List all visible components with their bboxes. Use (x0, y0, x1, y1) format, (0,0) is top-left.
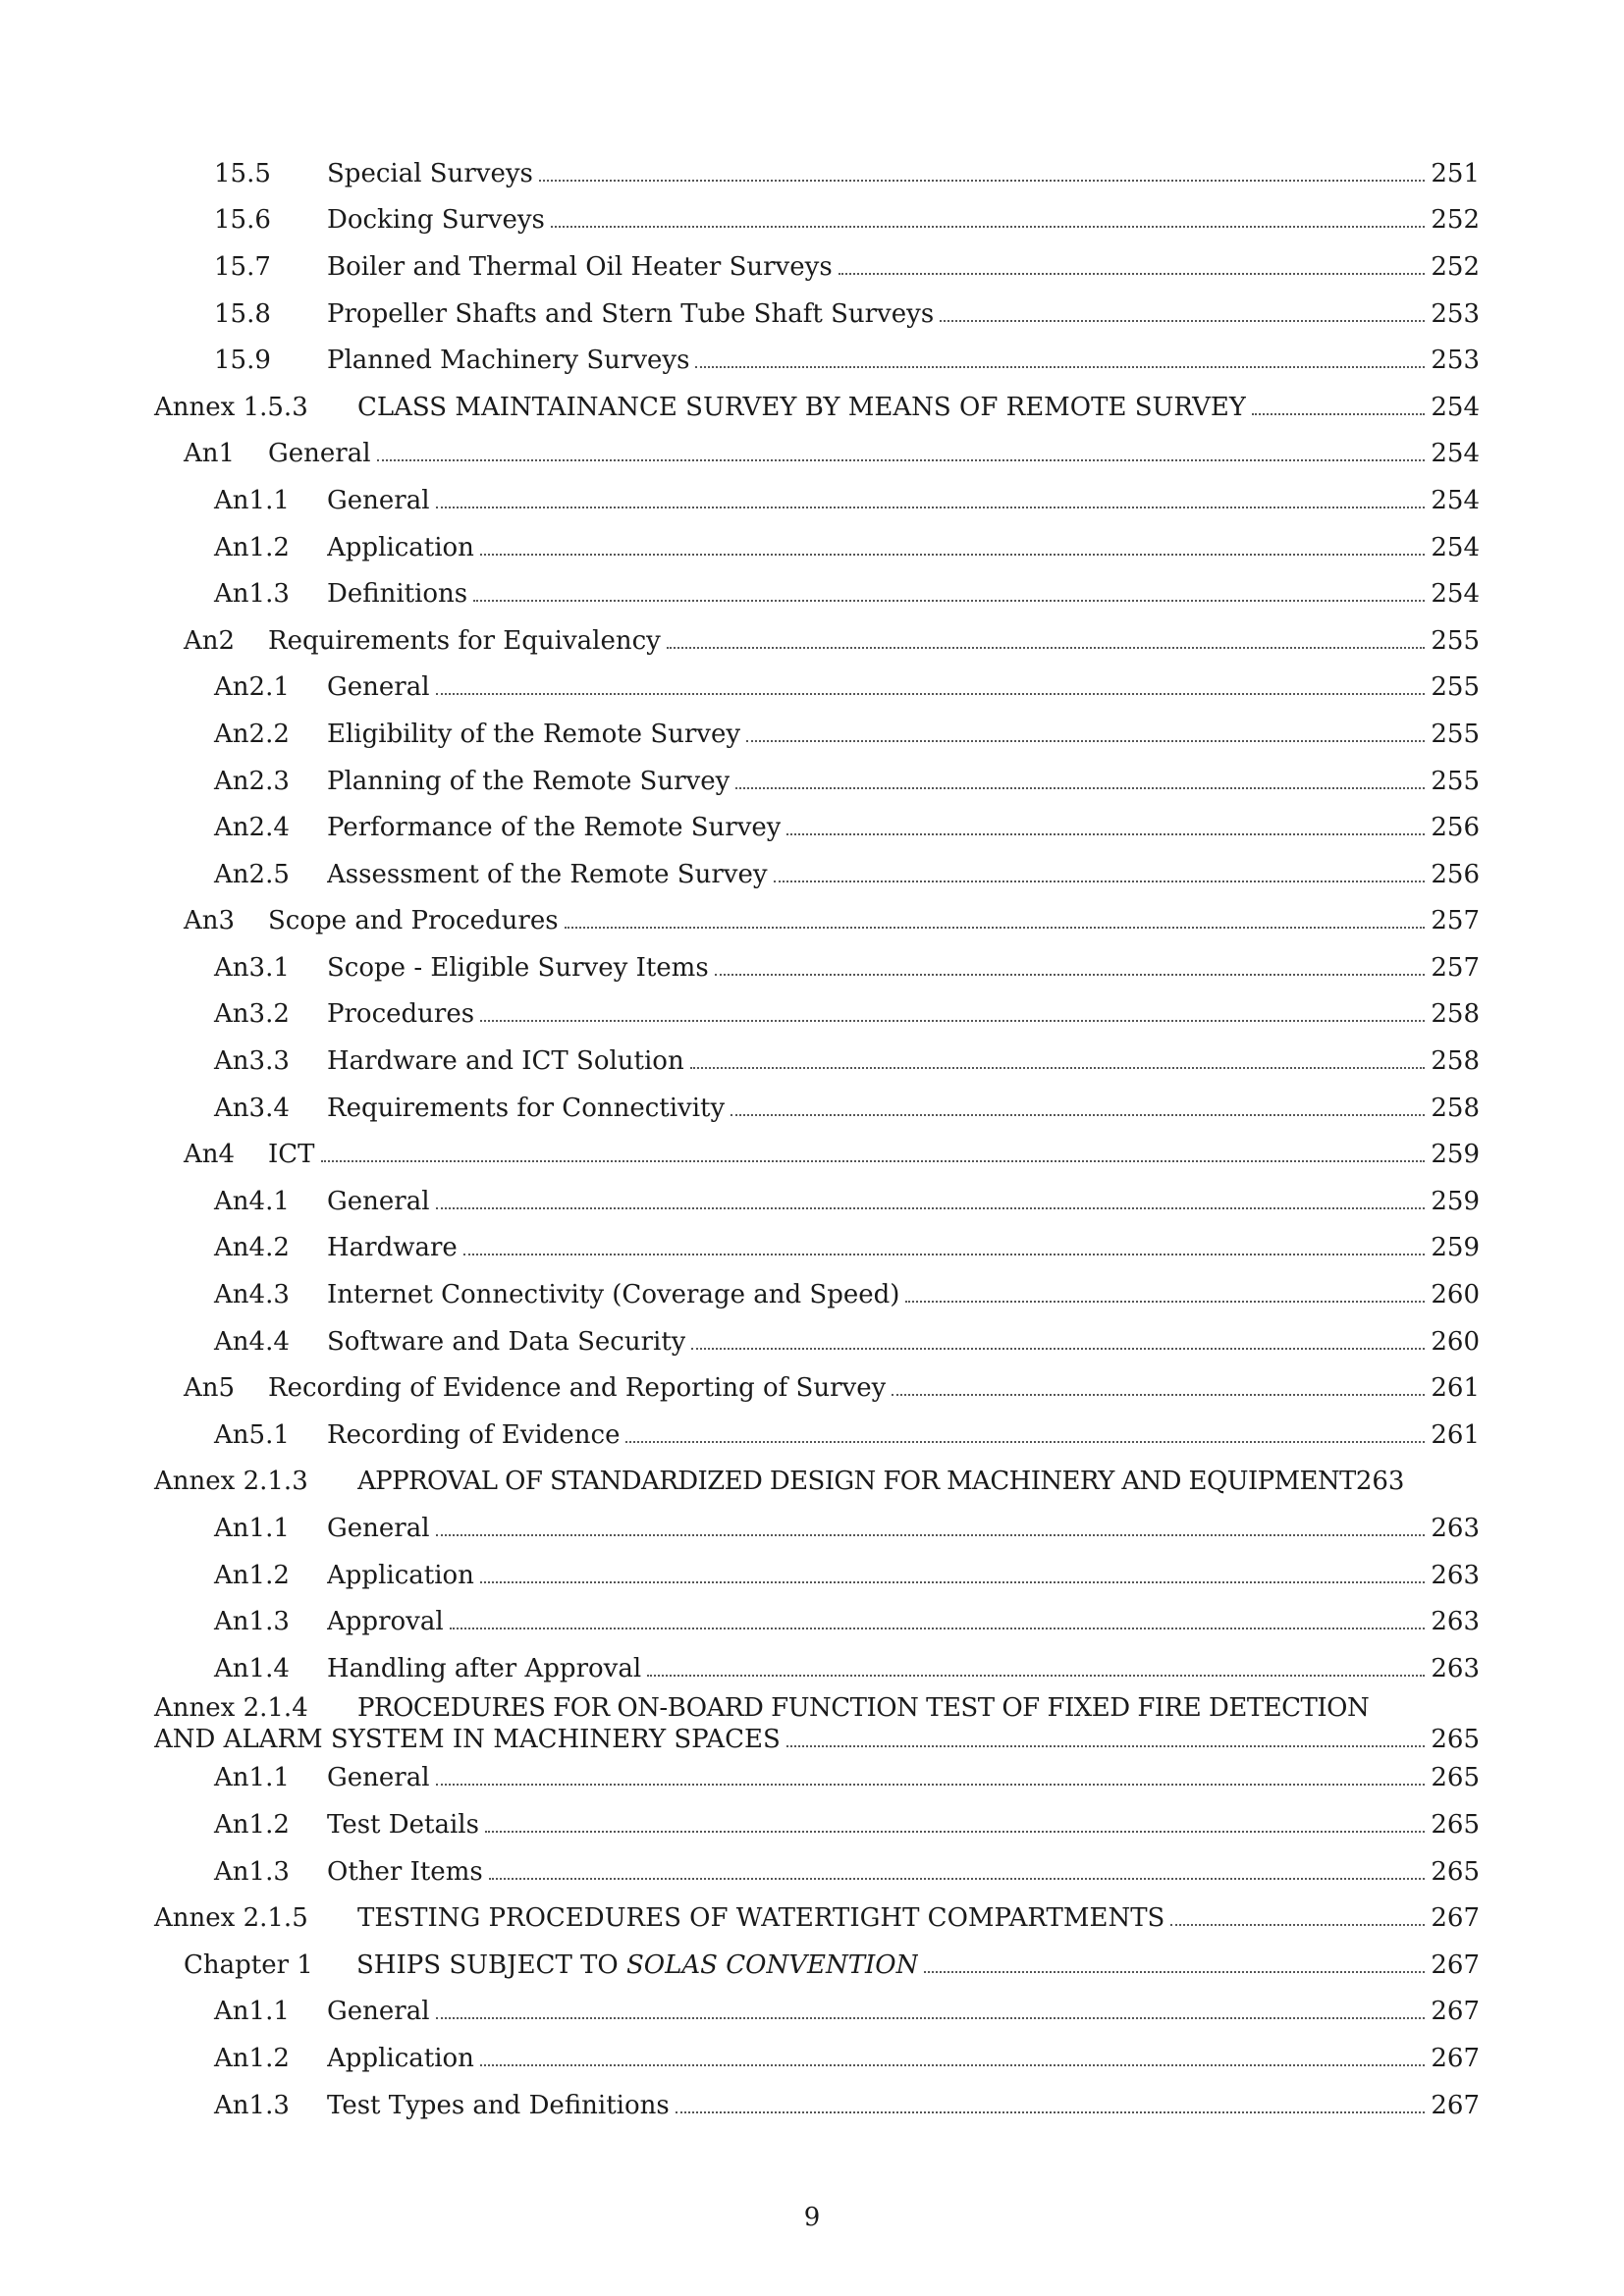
dot-leader (647, 1675, 1425, 1677)
toc-title: Special Surveys (327, 158, 533, 188)
toc-title: Scope - Eligible Survey Items (327, 952, 709, 983)
dot-leader (480, 2064, 1425, 2066)
toc-entry[interactable] (154, 617, 1480, 665)
toc-entry[interactable] (154, 197, 1480, 244)
toc-title: Assessment of the Remote Survey (327, 859, 768, 889)
toc-entry[interactable] (154, 944, 1480, 991)
toc-page: 267 (1431, 2090, 1480, 2120)
toc-page: 254 (1431, 439, 1480, 469)
toc-title: Other Items (327, 1856, 483, 1887)
toc-number: An5.1 (214, 1419, 290, 1450)
toc-page: 254 (1431, 485, 1480, 515)
dot-leader (735, 787, 1425, 789)
toc-page: 263 (1431, 1607, 1480, 1637)
toc-title: CLASS MAINTAINANCE SURVEY BY MEANS OF REMOTE SURVEY (357, 392, 1246, 422)
toc-page: 265 (1431, 1856, 1480, 1887)
toc-number: An3.2 (214, 999, 290, 1030)
toc-number: An1.3 (214, 1607, 290, 1637)
toc-line (154, 1692, 1480, 1724)
toc-number: An1.3 (214, 1856, 290, 1887)
toc-number: An2.2 (214, 719, 290, 749)
toc-page: 257 (1431, 906, 1480, 936)
toc-title: Application (327, 532, 474, 562)
toc-number: An2 (184, 625, 236, 656)
dot-leader (746, 740, 1425, 742)
toc-page: 259 (1431, 1233, 1480, 1263)
dot-leader (436, 1207, 1426, 1209)
toc-number: An4.1 (214, 1186, 290, 1216)
toc-page: 267 (1431, 1949, 1480, 1980)
dot-leader (450, 1628, 1426, 1629)
toc-annex-entry[interactable] (154, 1459, 1480, 1506)
toc-title: Docking Surveys (327, 205, 545, 236)
toc-page: 263 (1431, 1560, 1480, 1590)
toc-page: 254 (1431, 579, 1480, 610)
dot-leader (436, 693, 1426, 695)
toc-title: Eligibility of the Remote Survey (327, 719, 741, 749)
dot-leader (924, 1971, 1425, 1973)
toc-number: 15.7 (214, 251, 271, 282)
toc-page: 254 (1431, 392, 1480, 422)
toc-entry[interactable] (154, 337, 1480, 384)
toc-line (154, 1724, 1480, 1755)
page-number: 9 (803, 2203, 821, 2232)
toc-page: 256 (1431, 859, 1480, 889)
toc-chapter-entry[interactable] (154, 1942, 1480, 1989)
toc-page: 251 (1431, 158, 1480, 188)
dot-leader (774, 881, 1426, 882)
toc-entry[interactable] (154, 1598, 1480, 1645)
toc-page: 258 (1431, 999, 1480, 1030)
dot-leader (436, 2017, 1426, 2019)
toc-entry[interactable] (154, 2035, 1480, 2082)
toc-title: Procedures (327, 999, 475, 1030)
toc-title: Requirements for Connectivity (327, 1093, 726, 1123)
toc-entry[interactable] (154, 2082, 1480, 2129)
toc-entry[interactable] (154, 291, 1480, 338)
toc-page: 255 (1431, 719, 1480, 749)
toc-title: Test Details (327, 1809, 479, 1840)
toc-page: 267 (1431, 1997, 1480, 2027)
toc-page: 258 (1431, 1046, 1480, 1077)
toc-title: General (327, 1997, 430, 2027)
toc-title: Boiler and Thermal Oil Heater Surveys (327, 251, 833, 282)
toc-title: Hardware and ICT Solution (327, 1046, 684, 1077)
toc-entry[interactable] (154, 1989, 1480, 2036)
toc-title-emphasis: SOLAS CONVENTION (625, 1949, 919, 1980)
toc-entry[interactable] (154, 431, 1480, 478)
toc-entry[interactable] (154, 804, 1480, 851)
toc-title: Software and Data Security (327, 1326, 686, 1357)
toc-title (356, 1950, 918, 1980)
toc-title: Approval (327, 1607, 444, 1637)
dot-leader (480, 1581, 1425, 1583)
toc-number: An2.1 (214, 672, 290, 703)
toc-page: 254 (1431, 532, 1480, 562)
toc-number: An4.4 (214, 1326, 290, 1357)
toc-number: 15.9 (214, 346, 271, 376)
toc-entry[interactable] (154, 991, 1480, 1039)
toc-number: An4.3 (214, 1280, 290, 1310)
toc-page: 265 (1431, 1809, 1480, 1840)
toc-number: An1.1 (214, 485, 290, 515)
toc-page: 263 (1431, 1653, 1480, 1683)
toc-title: General (327, 1186, 430, 1216)
toc-title-text: SHIPS SUBJECT TO (356, 1949, 626, 1980)
table-of-contents (154, 150, 1480, 2128)
toc-entry[interactable] (154, 243, 1480, 291)
toc-entry[interactable] (154, 150, 1480, 197)
toc-number: 15.5 (214, 158, 271, 188)
dot-leader (695, 366, 1425, 368)
toc-title: Internet Connectivity (Coverage and Speed) (327, 1280, 900, 1310)
toc-number: An5 (184, 1373, 236, 1404)
toc-title: General (327, 485, 430, 515)
dot-leader (480, 554, 1425, 556)
toc-entry[interactable] (154, 1178, 1480, 1225)
toc-number: Annex 2.1.4 (154, 1692, 308, 1723)
dot-leader (786, 1745, 1426, 1747)
dot-leader (485, 1831, 1425, 1833)
toc-entry[interactable] (154, 711, 1480, 758)
dot-leader (377, 459, 1426, 461)
dot-leader (676, 2111, 1426, 2113)
dot-leader (1252, 413, 1425, 415)
toc-page: 260 (1431, 1280, 1480, 1310)
toc-title: Hardware (327, 1233, 458, 1263)
toc-number: An1.1 (214, 1997, 290, 2027)
toc-page: 259 (1431, 1140, 1480, 1170)
dot-leader (786, 833, 1425, 835)
toc-entry[interactable] (154, 1131, 1480, 1178)
toc-title: Scope and Procedures (268, 906, 559, 936)
toc-annex-entry[interactable] (154, 1895, 1480, 1942)
toc-number: An1.4 (214, 1653, 290, 1683)
toc-entry[interactable] (154, 1085, 1480, 1132)
toc-title: Application (327, 2043, 474, 2073)
toc-number: Annex 2.1.5 (154, 1903, 308, 1934)
toc-entry[interactable] (154, 524, 1480, 571)
toc-page: 265 (1431, 1763, 1480, 1793)
toc-number: An1.1 (214, 1514, 290, 1544)
toc-title: Requirements for Equivalency (268, 625, 661, 656)
dot-leader (892, 1394, 1425, 1396)
toc-number: 15.6 (214, 205, 271, 236)
toc-entry[interactable] (154, 1645, 1480, 1692)
toc-title: Recording of Evidence and Reporting of Survey (268, 1373, 887, 1404)
toc-title: General (327, 1514, 430, 1544)
toc-title: TESTING PROCEDURES OF WATERTIGHT COMPARTMENTS (357, 1903, 1165, 1934)
toc-number: An1 (184, 439, 236, 469)
toc-page: 255 (1431, 625, 1480, 656)
toc-entry[interactable] (154, 1552, 1480, 1599)
dot-leader (940, 320, 1425, 322)
dot-leader (690, 1067, 1426, 1069)
toc-number: An2.3 (214, 766, 290, 796)
toc-entry[interactable] (154, 477, 1480, 524)
toc-title: Application (327, 1560, 474, 1590)
toc-page: 265 (1431, 1724, 1480, 1754)
toc-page: 267 (1431, 2043, 1480, 2073)
dot-leader (691, 1348, 1425, 1350)
toc-number: An1.2 (214, 2043, 290, 2073)
toc-annex-entry[interactable] (154, 384, 1480, 431)
toc-page: 263 (1355, 1467, 1405, 1497)
toc-number: Annex 2.1.3 (154, 1467, 308, 1497)
toc-entry[interactable] (154, 1271, 1480, 1318)
toc-number: Annex 1.5.3 (154, 392, 308, 422)
toc-number: An3 (184, 906, 236, 936)
toc-title: APPROVAL OF STANDARDIZED DESIGN FOR MACHINERY AND EQUIPMENT (357, 1467, 1356, 1497)
toc-number: An4 (184, 1140, 236, 1170)
dot-leader (667, 647, 1425, 649)
toc-page: 253 (1431, 346, 1480, 376)
toc-number: An3.1 (214, 952, 290, 983)
toc-entry[interactable] (154, 1364, 1480, 1412)
dot-leader (436, 1534, 1426, 1536)
toc-title: Planned Machinery Surveys (327, 346, 690, 376)
toc-page: 267 (1431, 1903, 1480, 1934)
toc-number: An2.5 (214, 859, 290, 889)
toc-number: An1.1 (214, 1763, 290, 1793)
dot-leader (539, 180, 1425, 182)
toc-title: Handling after Approval (327, 1653, 642, 1683)
dot-leader (551, 226, 1425, 228)
toc-number: Chapter 1 (184, 1949, 313, 1980)
toc-number: An1.3 (214, 579, 290, 610)
toc-number: An2.4 (214, 813, 290, 843)
toc-number: 15.8 (214, 298, 271, 329)
toc-page: 258 (1431, 1093, 1480, 1123)
toc-entry[interactable] (154, 898, 1480, 945)
toc-page: 255 (1431, 766, 1480, 796)
toc-entry[interactable] (154, 758, 1480, 805)
toc-page: 261 (1431, 1373, 1480, 1404)
toc-number: An3.3 (214, 1046, 290, 1077)
dot-leader (715, 974, 1426, 976)
dot-leader (436, 1784, 1426, 1786)
dot-leader (463, 1254, 1426, 1255)
toc-page: 260 (1431, 1326, 1480, 1357)
toc-title: Propeller Shafts and Stern Tube Shaft Surveys (327, 298, 935, 329)
dot-leader (1170, 1924, 1425, 1926)
toc-entry[interactable] (154, 1225, 1480, 1272)
toc-title: Definitions (327, 579, 468, 610)
toc-title: Planning of the Remote Survey (327, 766, 731, 796)
toc-page: 256 (1431, 813, 1480, 843)
dot-leader (731, 1114, 1425, 1116)
toc-title: PROCEDURES FOR ON-BOARD FUNCTION TEST OF FIXED FIRE DETECTION (357, 1692, 1370, 1723)
toc-page: 263 (1431, 1514, 1480, 1544)
toc-title: General (268, 439, 371, 469)
toc-page: 255 (1431, 672, 1480, 703)
dot-leader (480, 1020, 1425, 1022)
toc-title: Performance of the Remote Survey (327, 813, 782, 843)
dot-leader (839, 273, 1426, 275)
toc-title: Test Types and Definitions (327, 2090, 670, 2120)
dot-leader (321, 1160, 1426, 1162)
toc-page: 261 (1431, 1419, 1480, 1450)
toc-page: 253 (1431, 298, 1480, 329)
toc-entry[interactable] (154, 1038, 1480, 1085)
toc-page: 259 (1431, 1186, 1480, 1216)
toc-title: General (327, 672, 430, 703)
toc-entry[interactable] (154, 851, 1480, 898)
toc-entry[interactable] (154, 665, 1480, 712)
toc-entry[interactable] (154, 570, 1480, 617)
toc-entry[interactable] (154, 1755, 1480, 1802)
toc-page: 252 (1431, 251, 1480, 282)
toc-page: 252 (1431, 205, 1480, 236)
toc-title: ICT (268, 1140, 315, 1170)
dot-leader (436, 507, 1426, 508)
toc-entry[interactable] (154, 1801, 1480, 1848)
toc-number: An4.2 (214, 1233, 290, 1263)
dot-leader (905, 1301, 1425, 1303)
toc-annex-entry[interactable] (154, 1692, 1480, 1755)
dot-leader (473, 600, 1425, 602)
dot-leader (565, 927, 1426, 929)
toc-number: An1.2 (214, 1809, 290, 1840)
toc-number: An1.3 (214, 2090, 290, 2120)
toc-entry[interactable] (154, 1505, 1480, 1552)
toc-entry[interactable] (154, 1848, 1480, 1896)
toc-number: An1.2 (214, 532, 290, 562)
toc-page: 257 (1431, 952, 1480, 983)
dot-leader (625, 1441, 1425, 1443)
toc-entry[interactable] (154, 1318, 1480, 1365)
toc-title: Recording of Evidence (327, 1419, 621, 1450)
dot-leader (489, 1878, 1426, 1880)
toc-number: An1.2 (214, 1560, 290, 1590)
toc-number: An3.4 (214, 1093, 290, 1123)
toc-title: General (327, 1763, 430, 1793)
toc-entry[interactable] (154, 1412, 1480, 1459)
toc-title-continued: AND ALARM SYSTEM IN MACHINERY SPACES (154, 1724, 781, 1754)
